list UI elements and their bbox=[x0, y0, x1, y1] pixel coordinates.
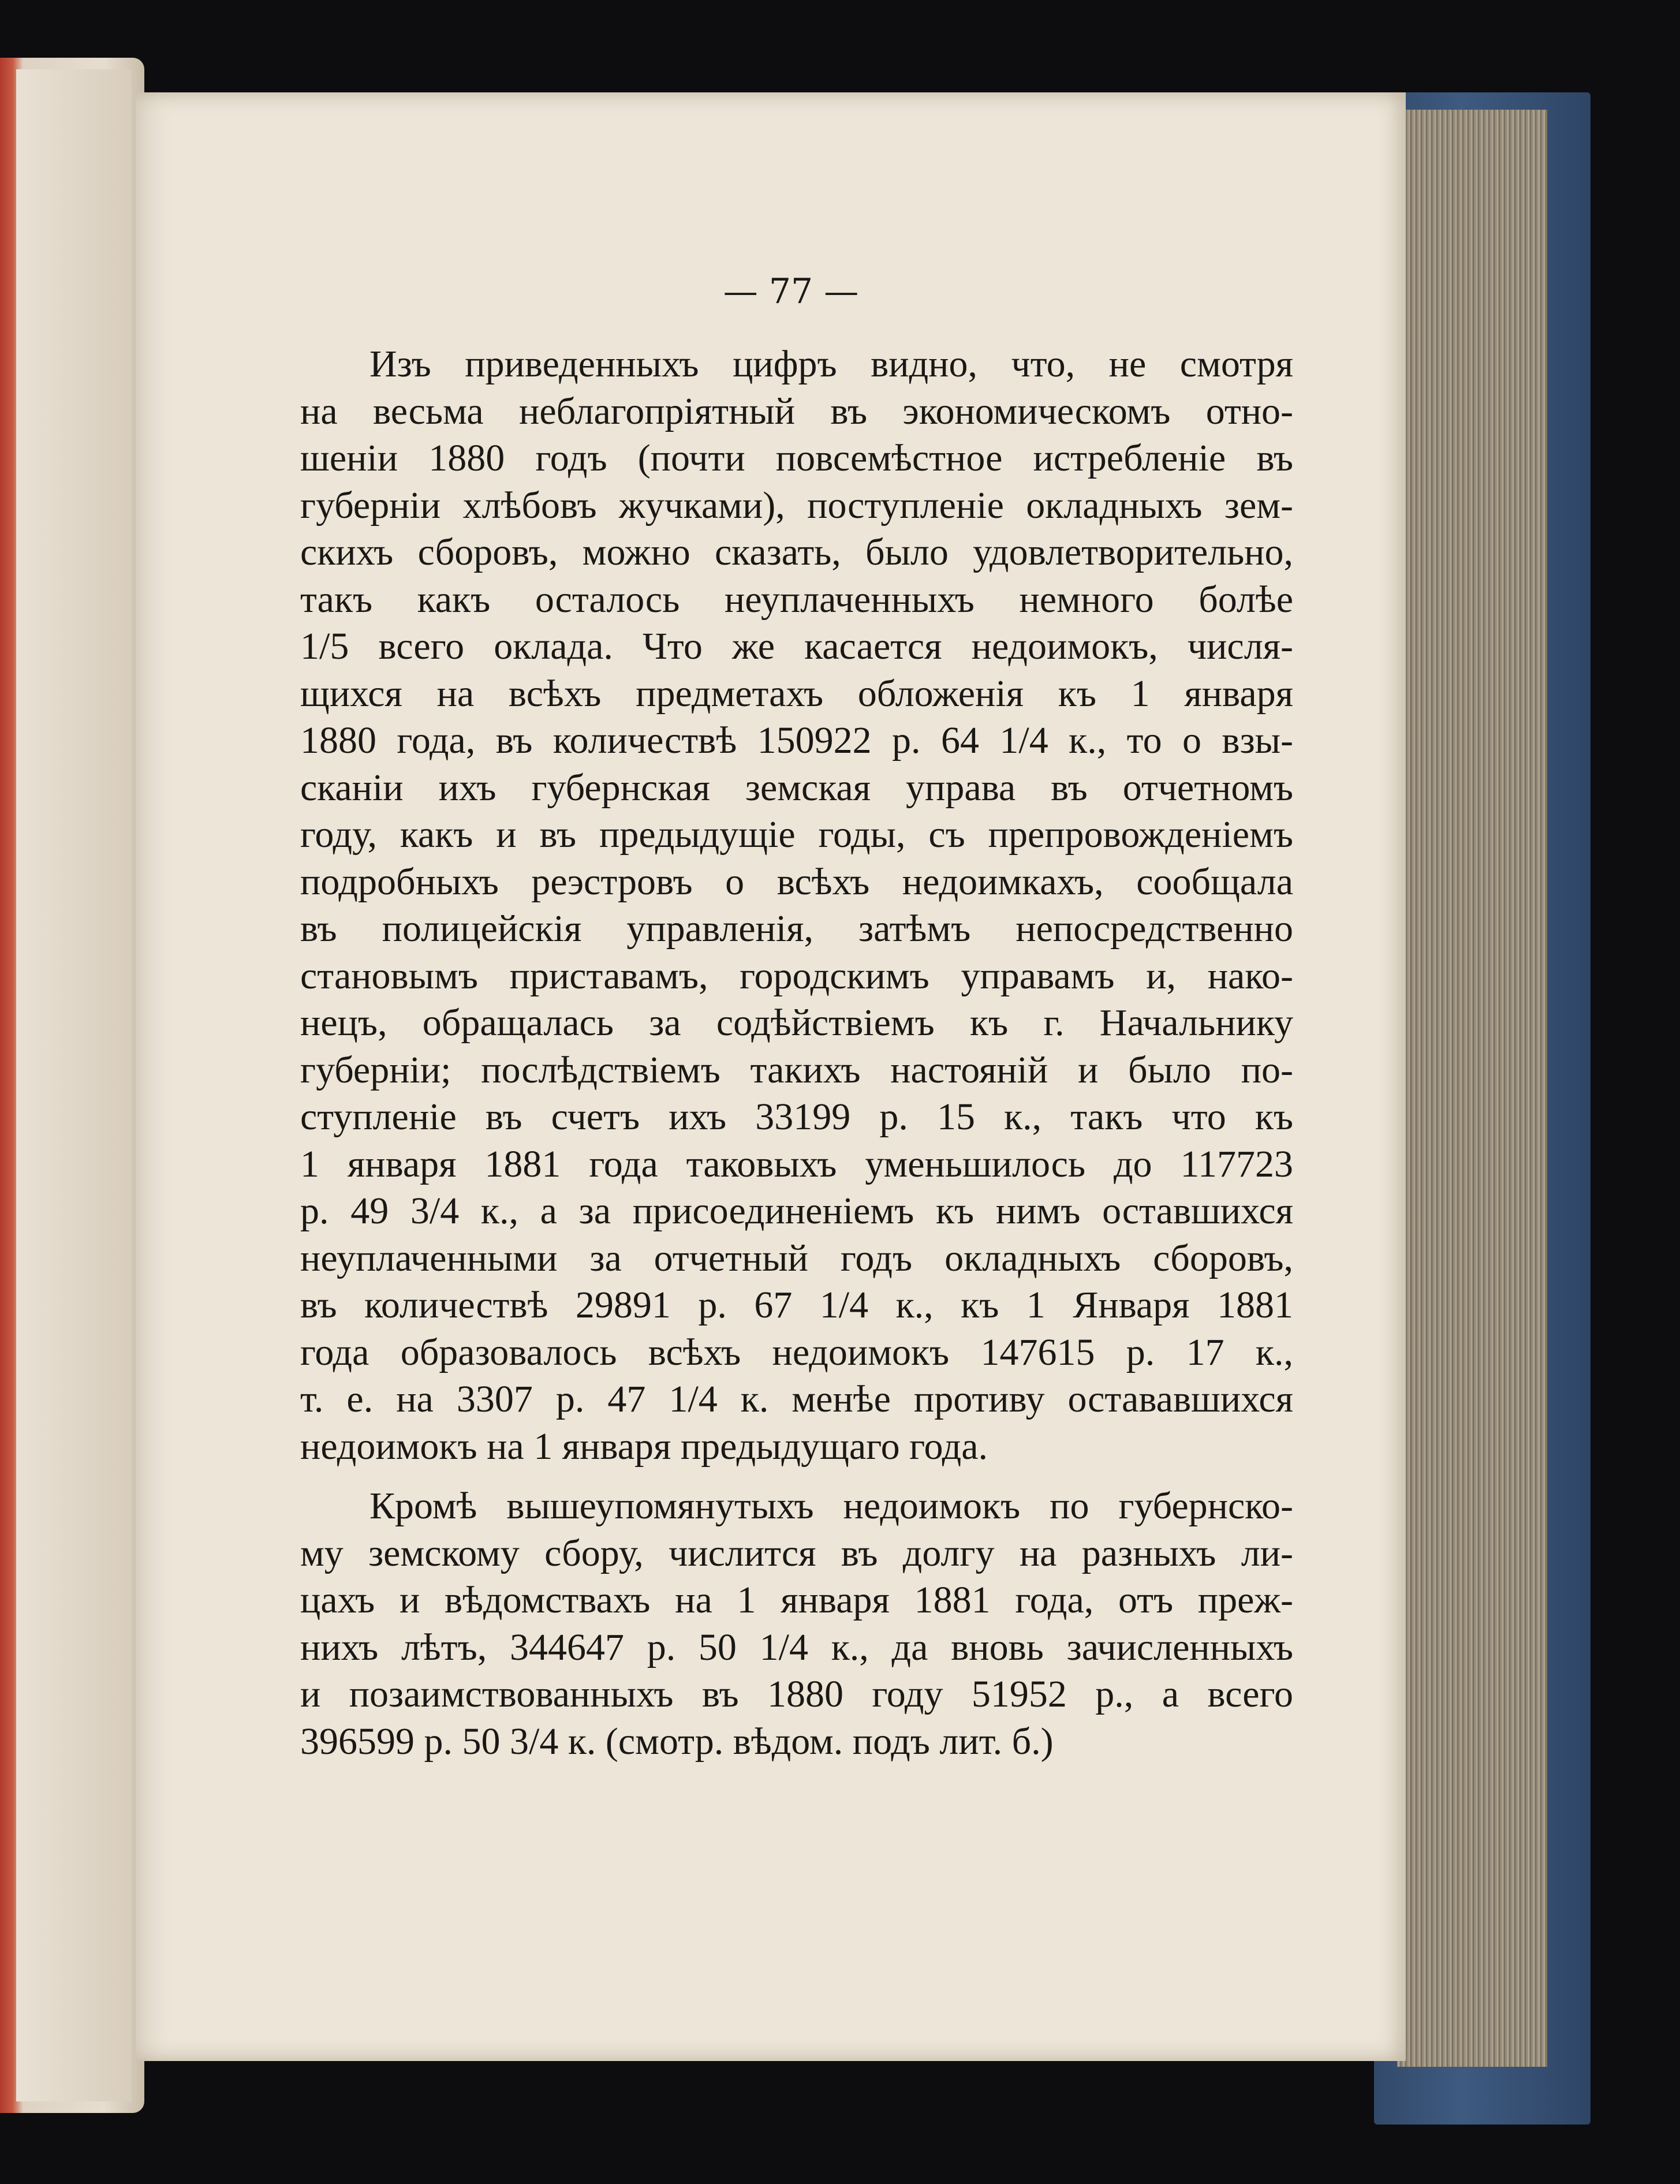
text-line: въ количествѣ 29891 р. 67 1/4 к., къ 1 Января 1881 bbox=[300, 1284, 1293, 1326]
text-line: года образовалось всѣхъ недоимокъ 147615 р. 17 к., bbox=[300, 1331, 1293, 1373]
text-line: цахъ и вѣдомствахъ на 1 января 1881 года, отъ преж- bbox=[300, 1579, 1293, 1621]
text-line: на весьма неблагопріятный въ экономическомъ отно- bbox=[300, 390, 1293, 432]
page-text bbox=[300, 341, 1293, 1765]
text-line: губерніи хлѣбовъ жучками), поступленіе окладныхъ зем- bbox=[300, 484, 1293, 527]
text-line: и позаимствованныхъ въ 1880 году 51952 р., а всего bbox=[300, 1673, 1293, 1715]
book-page bbox=[136, 92, 1406, 2061]
text-line: сканіи ихъ губернская земская управа въ отчетномъ bbox=[300, 766, 1293, 809]
text-line: му земскому сбору, числится въ долгу на разныхъ ли- bbox=[300, 1532, 1293, 1574]
text-line: неуплаченными за отчетный годъ окладныхъ сборовъ, bbox=[300, 1237, 1293, 1279]
text-line: т. е. на 3307 р. 47 1/4 к. менѣе противу остававшихся bbox=[300, 1378, 1293, 1420]
text-line: Кромѣ вышеупомянутыхъ недоимокъ по губернско- bbox=[369, 1485, 1293, 1527]
text-line: шеніи 1880 годъ (почти повсемѣстное истребленіе въ bbox=[300, 437, 1293, 479]
text-line: недоимокъ на 1 января предыдущаго года. bbox=[300, 1425, 988, 1468]
paragraph-2 bbox=[300, 1483, 1293, 1765]
text-line: 1 января 1881 года таковыхъ уменьшилось до 117723 bbox=[300, 1143, 1293, 1185]
text-line: губерніи; послѣдствіемъ такихъ настояній и было по- bbox=[300, 1048, 1293, 1091]
paragraph-1 bbox=[300, 341, 1293, 1470]
text-line: щихся на всѣхъ предметахъ обложенія къ 1 января bbox=[300, 672, 1293, 715]
text-line: 1/5 всего оклада. Что же касается недоимокъ, числя- bbox=[300, 625, 1293, 667]
paragraph-gap bbox=[300, 1470, 1293, 1483]
page-number: — 77 — bbox=[723, 271, 859, 312]
text-line: подробныхъ реэстровъ о всѣхъ недоимкахъ, сообщала bbox=[300, 860, 1293, 903]
text-line: нихъ лѣтъ, 344647 р. 50 1/4 к., да вновь зачисленныхъ bbox=[300, 1626, 1293, 1668]
text-line: году, какъ и въ предыдущіе годы, съ препровожденіемъ bbox=[300, 813, 1293, 856]
text-line: такъ какъ осталось неуплаченныхъ немного болѣе bbox=[300, 578, 1293, 621]
text-line: 396599 р. 50 3/4 к. (смотр. вѣдом. подъ лит. б.) bbox=[300, 1720, 1054, 1763]
text-line: Изъ приведенныхъ цифръ видно, что, не смотря bbox=[369, 343, 1293, 385]
text-line: нецъ, обращалась за содѣйствіемъ къ г. Начальнику bbox=[300, 1002, 1293, 1044]
previous-page-paper bbox=[16, 69, 132, 2101]
text-line: 1880 года, въ количествѣ 150922 р. 64 1/4 к., то о взы- bbox=[300, 719, 1293, 761]
text-line: скихъ сборовъ, можно сказать, было удовлетворительно, bbox=[300, 531, 1293, 573]
text-line: въ полицейскія управленія, затѣмъ непосредственно bbox=[300, 908, 1293, 950]
text-line: р. 49 3/4 к., а за присоединеніемъ къ нимъ оставшихся bbox=[300, 1190, 1293, 1232]
text-line: становымъ приставамъ, городскимъ управамъ и, нако- bbox=[300, 954, 1293, 997]
text-line: ступленіе въ счетъ ихъ 33199 р. 15 к., такъ что къ bbox=[300, 1096, 1293, 1138]
previous-page-edge bbox=[0, 58, 144, 2113]
page-edges bbox=[1397, 110, 1547, 2067]
